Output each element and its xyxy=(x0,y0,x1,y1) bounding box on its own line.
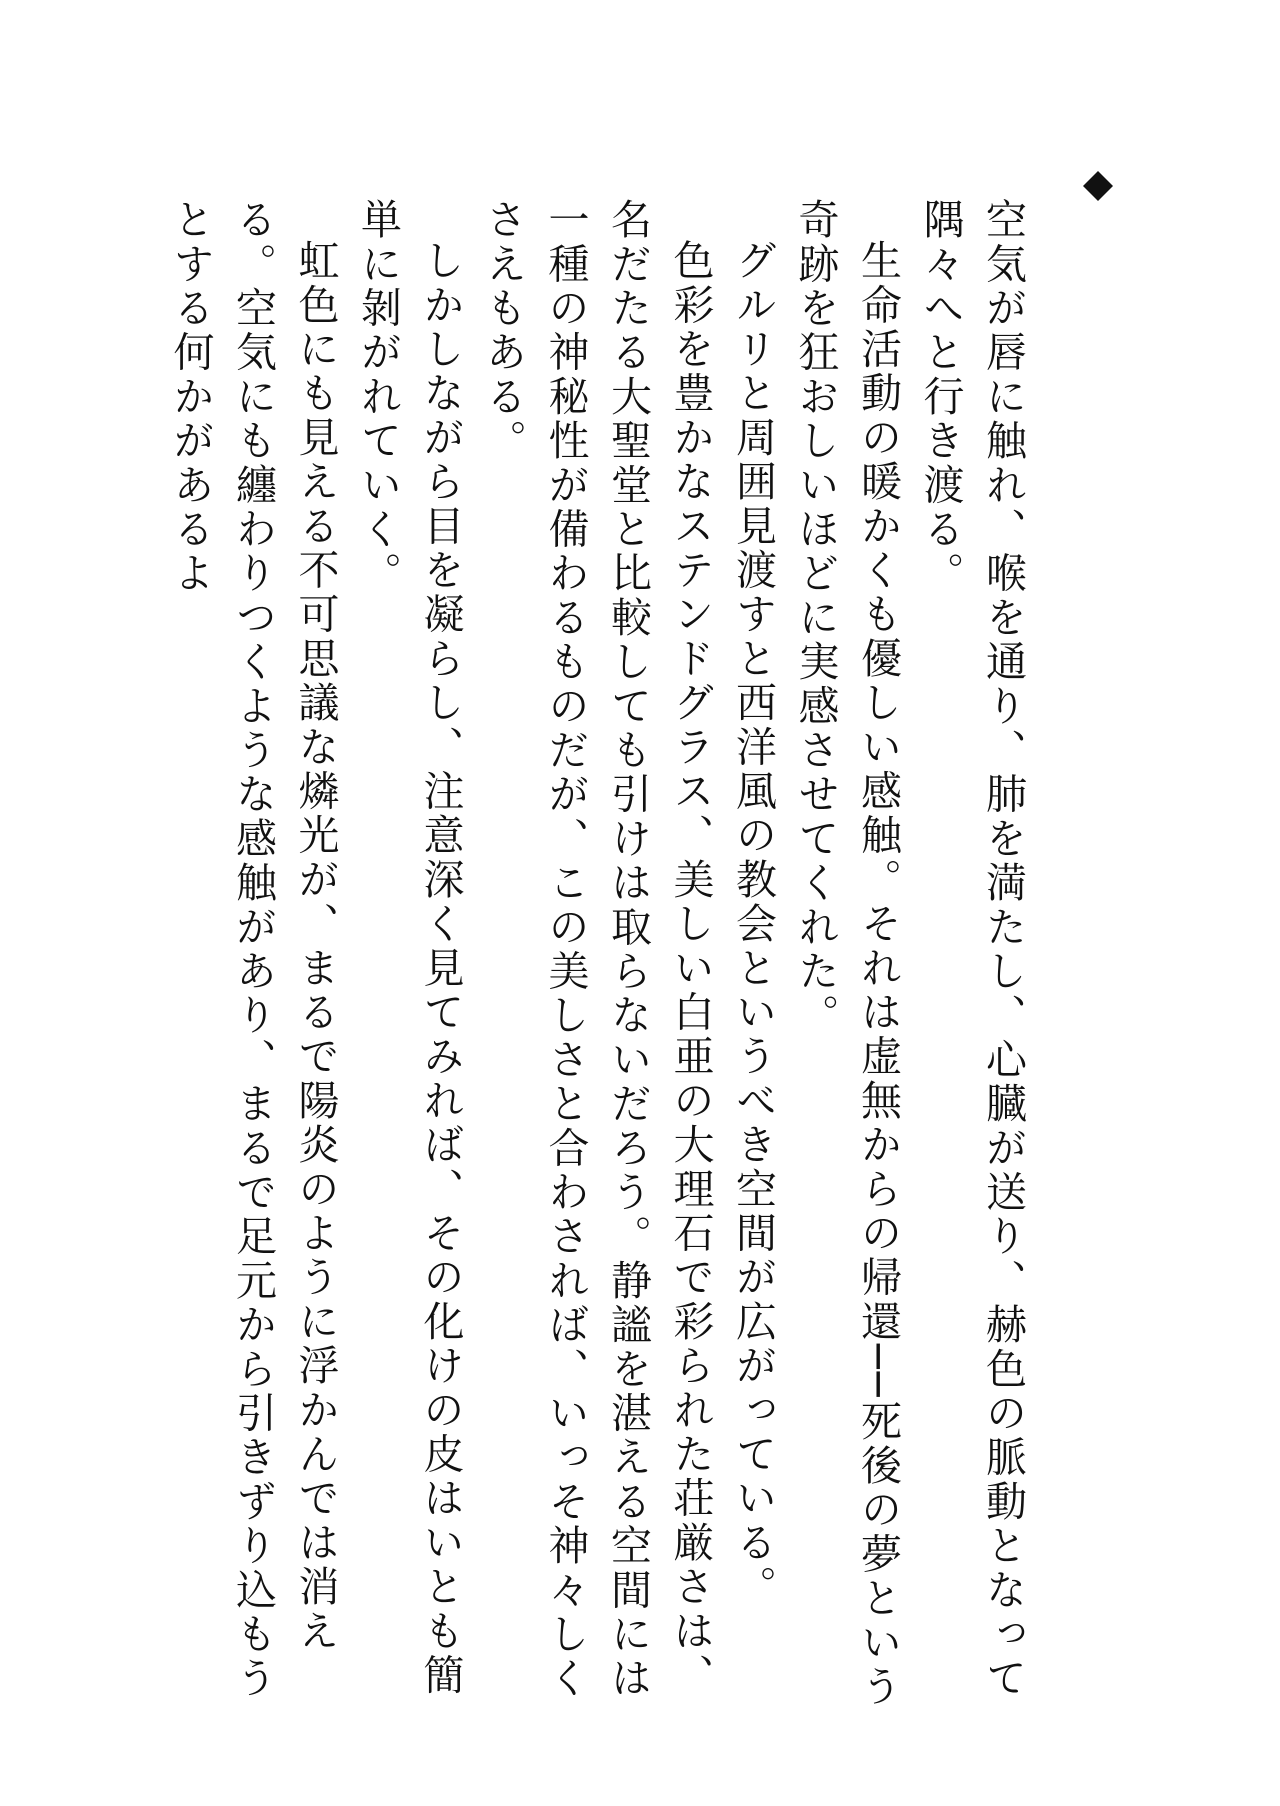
paragraph-2: 生命活動の暖かくも優しい感触。それは虚無からの帰還──死後の夢という奇跡を狂おしいほどに実感させてくれた。 xyxy=(791,198,902,1710)
paragraph-3: グルリと周囲見渡すと西洋風の教会というべき空間が広がっている。 xyxy=(729,239,777,1610)
paragraph-4: 色彩を豊かなステンドグラス、美しい白亜の大理石で彩られた荘厳さは、名だたる大聖堂と比較しても引けは取らないだろう。静謐を湛える空間には一種の神秘性が備わるものだが、この美しさと合わされば、いっそ神々しくさえもある。 xyxy=(479,198,715,1701)
paragraph-6: 虹色にも見える不可思議な燐光が、まるで陽炎のように浮かんでは消える。空気にも纏わりつくような感触があり、まるで足元から引きずり込もうとする何かがあるよ xyxy=(166,198,340,1701)
vertical-text-body xyxy=(166,198,1034,1718)
paragraph-5: しかしながら目を凝らし、注意深く見てみれば、その化けの皮はいとも簡単に剝がれていく。 xyxy=(354,198,465,1698)
paragraph-1: 空気が唇に触れ、喉を通り、肺を満たし、心臓が送り、赫色の脈動となって隅々へと行き渡る。 xyxy=(916,198,1027,1701)
section-diamond-icon xyxy=(1082,170,1114,202)
